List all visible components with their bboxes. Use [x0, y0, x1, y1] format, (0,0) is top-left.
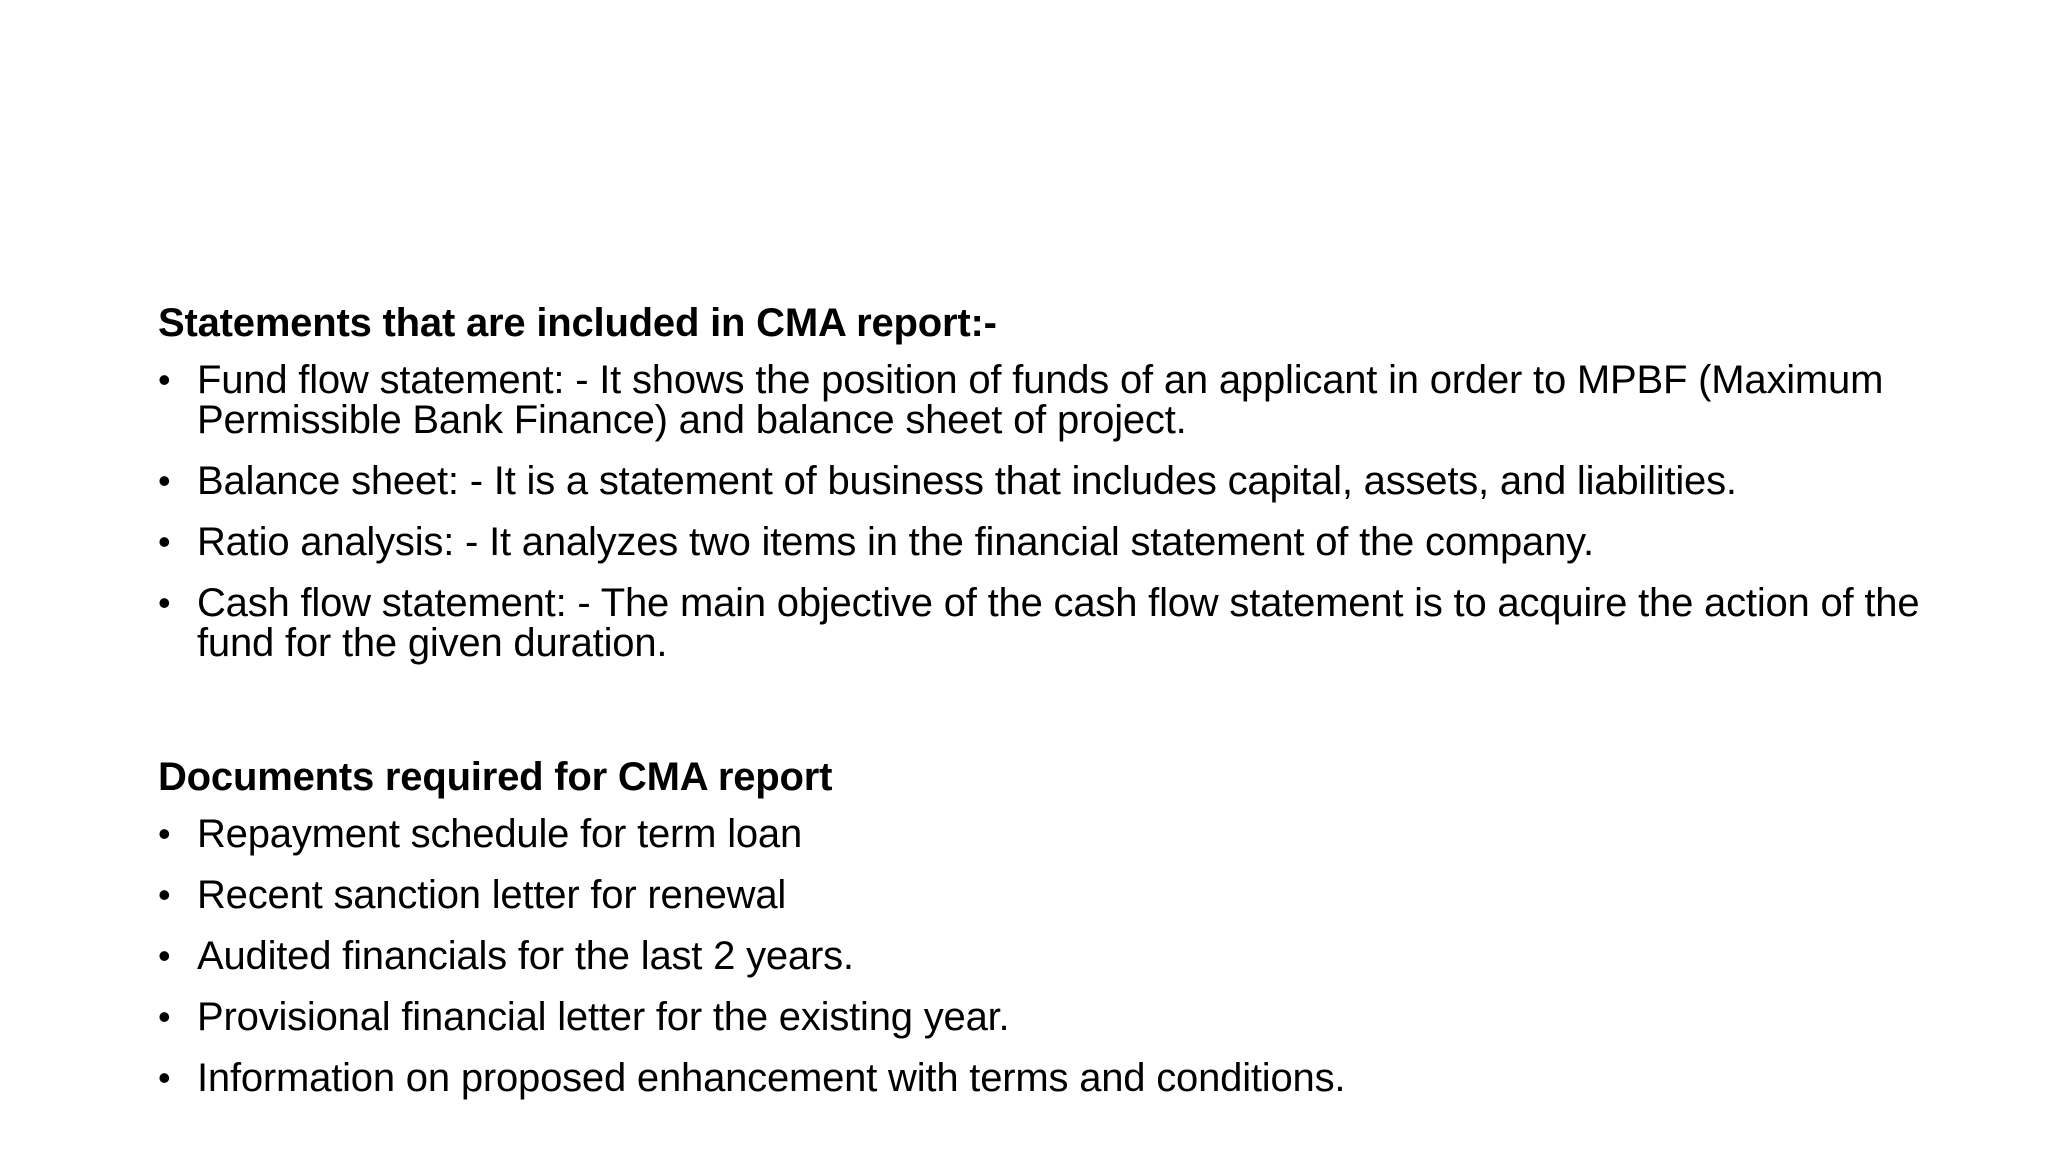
bullet-icon: •	[158, 359, 171, 400]
document-item-provisional-letter	[158, 997, 1958, 1037]
statement-text: Balance sheet: - It is a statement of business that includes capital, assets, and liabilities.	[197, 459, 1737, 503]
bullet-icon: •	[158, 813, 171, 854]
document-item-enhancement-info	[158, 1058, 1958, 1098]
document-text: Provisional financial letter for the existing year.	[197, 995, 1010, 1039]
bullet-icon: •	[158, 460, 171, 501]
document-item-audited-financials	[158, 936, 1958, 976]
bullet-icon: •	[158, 582, 171, 623]
slide-content	[158, 300, 1958, 1119]
statements-heading: Statements that are included in CMA report:-	[158, 301, 997, 345]
statement-text: Ratio analysis: - It analyzes two items in the financial statement of the company.	[197, 520, 1594, 564]
bullet-icon: •	[158, 874, 171, 915]
section-spacer	[158, 684, 1958, 754]
bullet-icon: •	[158, 935, 171, 976]
document-text: Recent sanction letter for renewal	[197, 873, 787, 917]
bullet-icon: •	[158, 1057, 171, 1098]
statement-text: Cash flow statement: - The main objective of the cash flow statement is to acquire the action of the fund for the given duration.	[197, 581, 1920, 665]
documents-list	[158, 814, 1958, 1098]
documents-heading: Documents required for CMA report	[158, 755, 833, 799]
document-item-repayment	[158, 814, 1958, 854]
statements-list	[158, 360, 1958, 663]
bullet-icon: •	[158, 521, 171, 562]
statement-item-cash-flow	[158, 583, 1958, 663]
document-text: Information on proposed enhancement with terms and conditions.	[197, 1056, 1346, 1100]
statement-item-fund-flow	[158, 360, 1958, 440]
statement-item-balance-sheet	[158, 461, 1958, 501]
bullet-icon: •	[158, 996, 171, 1037]
statement-text: Fund flow statement: - It shows the position of funds of an applicant in order to MPBF (Maximum Permissible Bank Finance) and balance sheet of project.	[197, 358, 1884, 442]
document-text: Audited financials for the last 2 years.	[197, 934, 854, 978]
statement-item-ratio-analysis	[158, 522, 1958, 562]
document-item-sanction-letter	[158, 875, 1958, 915]
document-text: Repayment schedule for term loan	[197, 812, 803, 856]
